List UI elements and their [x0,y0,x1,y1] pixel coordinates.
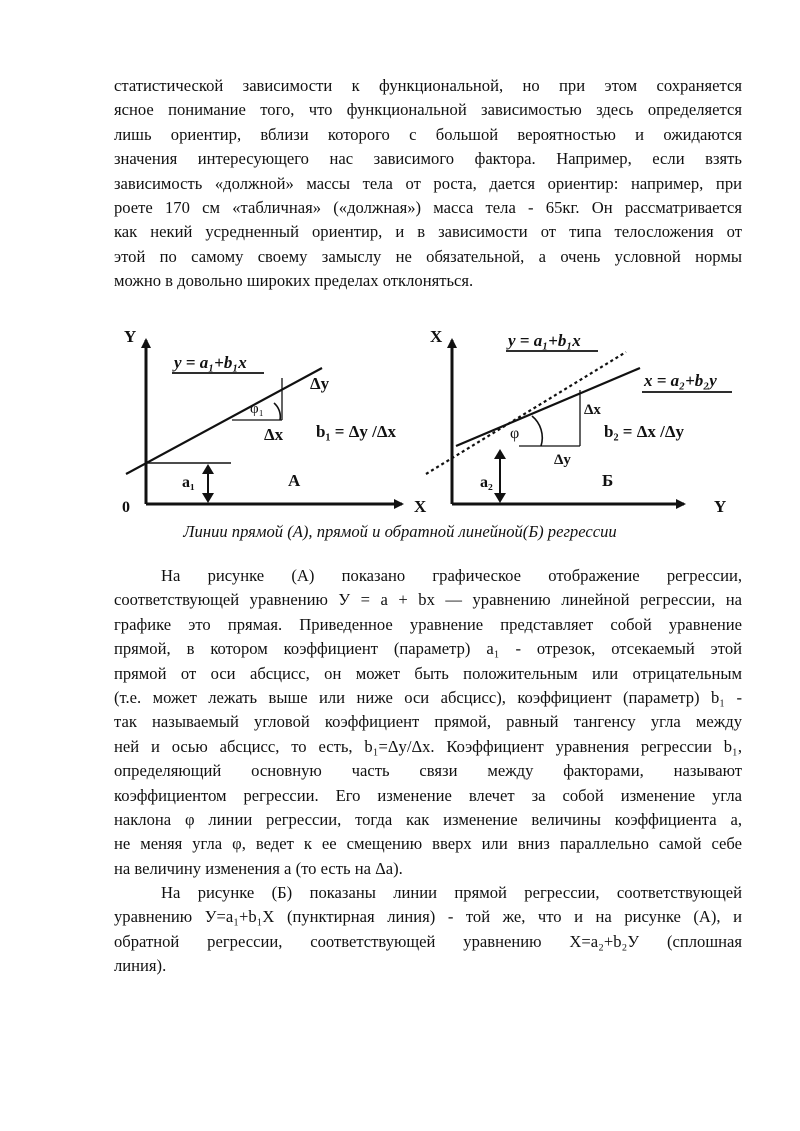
text-line: не меняя угла φ, ведет к ее смещению вверх или вниз параллельно самой себе [114,834,742,854]
text-line: на величину изменения a (то есть на Δa). [114,858,403,878]
intercept-arrow-bottom-b [494,493,506,503]
intercept-arrow-bottom-a [202,493,214,503]
slope-label-a: b₁ = Δy /Δx [316,422,397,441]
text-line: графике это прямая. Приведенное уравнение представляет собой уравнение [114,614,742,634]
y-axis-label-a: Y [124,327,137,346]
equation-dashed-b: y = a₁+b₁x [508,331,581,350]
text-line: соответствующей уравнению У = a + bx — уравнению линейной регрессии, на [114,590,742,610]
dx-label-a: Δx [264,425,284,444]
text-line: ясное понимание того, что функциональной зависимостью здесь определяется [114,100,742,120]
text-line: прямой от оси абсцисс, он может быть положительным или отрицательным [114,663,742,683]
panel-label-a: А [288,471,301,490]
text-line: На рисунке (Б) показаны линии прямой регрессии, соответствующей [161,883,742,902]
regression-line-a [126,368,322,474]
intercept-arrow-top-b [494,449,506,459]
intercept-arrow-top-a [202,464,214,474]
intercept-label-b: a₂ [480,474,493,491]
panel-label-b: Б [602,471,614,490]
text-line: ней и осью абсцисс, то есть, b₁=Δy/Δx. Коэффициент уравнения регрессии b₁, [114,736,742,756]
diagram-b [426,327,732,516]
text-line: значения интересующего нас зависимого фактора. Например, если взять [114,149,742,169]
text-line: лишь ориентир, вблизи которого с большой вероятностью и ожидаются [114,124,742,144]
phi-label-b: φ [510,425,520,442]
x-axis-label-a: X [414,497,427,516]
angle-arc-a [274,403,280,420]
dx-label-b: Δx [584,402,601,418]
text-line: (т.е. может лежать выше или ниже оси абсцисс), коэффициент (параметр) b₁ - [114,688,742,708]
dy-label-a: Δy [310,374,330,393]
angle-arc-b [532,416,542,446]
equation-solid-b: x = a₂+b₂y [644,371,717,390]
text-line: линия). [114,956,167,976]
figure-caption: Линии прямой (А), прямой и обратной линейной(Б) регрессии [183,522,617,541]
text-line: обратной регрессии, соответствующей уравнению X=a₂+b₂У (сплошная [114,931,742,951]
text-line: определяющий основную часть связи между факторами, называют [114,761,742,781]
text-line: коэффициентом регрессии. Его изменение влечет за собой изменение угла [114,785,742,805]
paragraph-3 [114,881,742,979]
dy-label-b: Δy [554,452,571,468]
regression-figure [114,322,754,517]
paragraph-1 [114,74,742,294]
x-axis-label-b: Y [714,497,727,516]
slope-label-b: b₂ = Δx /Δy [604,422,685,441]
text-line: наклона φ линии регрессии, тогда как изменение величины коэффициента a, [114,810,742,830]
phi-label-a: φ₁ [250,401,264,417]
paragraph-2 [114,564,742,881]
diagram-a [122,327,427,516]
regression-diagrams [114,322,754,517]
text-line: На рисунке (А) показано графическое отображение регрессии, [161,566,742,585]
origin-label: 0 [122,499,130,516]
text-line: уравнению У=a₁+b₁X (пунктирная линия) - той же, что и на рисунке (А), и [114,907,742,927]
y-axis-label-b: X [430,327,443,346]
text-line: роете 170 см «табличная» («должная») масса тела - 65кг. Он рассматривается [114,198,742,218]
text-line: как некий усредненный ориентир, и в зависимости от типа телосложения от [114,222,742,242]
text-line: зависимость «должной» массы тела от роста, дается ориентир: например, при [114,173,742,193]
text-line: прямой, в котором коэффициент (параметр) a₁ - отрезок, отсекаемый этой [114,639,742,659]
intercept-label-a: a₁ [182,474,195,491]
text-line: так называемый угловой коэффициент прямой, равный тангенсу угла между [114,712,742,732]
text-line: статистической зависимости к функциональной, но при этом сохраняется [114,76,742,95]
text-line: можно в довольно широких пределах отклоняться. [114,271,474,291]
equation-a: y = a₁+b₁x [174,353,247,372]
text-line: этой по самому своему замыслу не обязательной, а очень условной нормы [114,246,742,266]
